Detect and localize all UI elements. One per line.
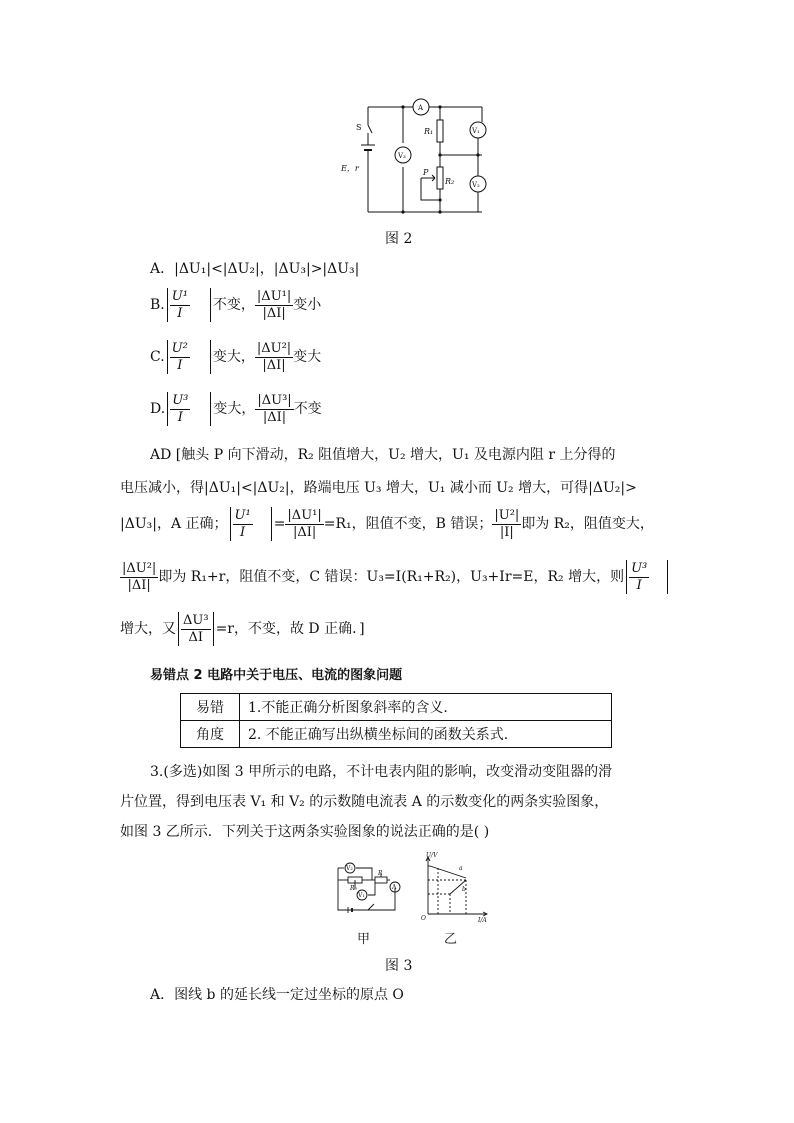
- option-c: C. $\frac{\text{U²}}{I}$ 变大， $\frac{\text{|ΔU²|}}{|\Delta I|}$ 变大: [150, 340, 322, 373]
- question3-line-1: 3.(多选)如图 3 甲所示的电路，不计电表内阻的影响，改变滑动变阻器的滑: [150, 764, 613, 780]
- v1-label: V₁: [472, 127, 480, 135]
- table-cell-row1: 1.不能正确分析图象斜率的含义.: [240, 694, 612, 721]
- p-label: P: [423, 168, 429, 177]
- question3-line-2: 片位置，得到电压表 V₁ 和 V₂ 的示数随电流表 A 的示数变化的两条实验图象，: [120, 794, 609, 810]
- answer-line-2: 电压减小，得|ΔU₁|<|ΔU₂|，路端电压 U₃ 增大，U₁ 减小而 U₂ 增大，可得|ΔU₂|>: [120, 480, 637, 496]
- fig3-x-axis-label: I/A: [478, 917, 487, 924]
- fig3-r0-label: R₀: [350, 885, 357, 892]
- fig3-a-label: A: [392, 884, 397, 891]
- ammeter-label: A: [418, 104, 424, 112]
- option-3a: A．图线 b 的延长线一定过坐标的原点 O: [150, 987, 404, 1003]
- table-head-1: 易错: [181, 694, 240, 721]
- v2-label: V₂: [472, 181, 480, 189]
- table-cell-row2: 2. 不能正确写出纵横坐标间的函数关系式.: [240, 721, 612, 748]
- figure-3-caption: 图 3: [385, 958, 413, 974]
- answer-line-3: |ΔU₃|，A 正确； $\frac{\text{U¹}}{I}$ = $\frac{\text{|ΔU¹|}}{|\Delta I|}$ =R₁，阻值不变，B 错误； $\frac{\text{|U²|}}{|I|}$ 即为 R₂，阻值变大，: [120, 507, 654, 540]
- fig3-y-axis-label: U/V: [426, 852, 438, 859]
- table-row: [181, 721, 612, 748]
- option-d: D. $\frac{\text{U³}}{I}$ 变大， $\frac{\text{|ΔU³|}}{|\Delta I|}$ 不变: [150, 392, 322, 425]
- fig3-r-label: R: [378, 870, 383, 877]
- r2-label: R₂: [445, 177, 455, 186]
- option-b: B. $\frac{\text{U¹}}{I}$ 不变， $\frac{\text{|ΔU¹|}}{|\Delta I|}$ 变小: [150, 288, 322, 321]
- answer-line-5: 增大，又 $\frac{\text{ΔU³}}{\Delta I}$ =r，不变，故 D 正确．]: [120, 612, 365, 645]
- r1-label: R₁: [424, 127, 434, 136]
- switch-label: S: [356, 123, 362, 132]
- figure-3-sub-right: 乙: [444, 932, 458, 947]
- table-head-2: 角度: [181, 721, 240, 748]
- source-label: E，r: [341, 164, 359, 173]
- fig3-line-a-label: a: [459, 865, 463, 872]
- answer-line-1: AD [触头 P 向下滑动，R₂ 阻值增大，U₂ 增大，U₁ 及电源内阻 r 上分得的: [150, 447, 616, 463]
- fig3-v2-label: V₂: [346, 865, 353, 872]
- v3-label: V₃: [398, 152, 406, 160]
- figure-2-caption: 图 2: [385, 231, 413, 247]
- fig3-v1-label: V₁: [358, 892, 365, 899]
- section-title: 易错点 2 电路中关于电压、电流的图象问题: [150, 668, 403, 683]
- figure-3-circuit: [330, 858, 405, 918]
- error-angle-table: [180, 693, 612, 748]
- question3-line-3: 如图 3 乙所示．下列关于这两条实验图象的说法正确的是( ): [120, 824, 490, 840]
- answer-line-4: $\frac{\text{|ΔU²|}}{|\Delta I|}$ 即为 R₁+r，阻值不变，C 错误：U₃=I(R₁+R₂)，U₃+Ir=E，R₂ 增大，则 $\frac{\text{U³}}{I}$: [120, 560, 670, 594]
- figure-2-circuit: [335, 95, 495, 220]
- fig3-origin-label: O: [421, 915, 426, 922]
- option-a: A．|ΔU₁|<|ΔU₂|，|ΔU₃|>|ΔU₃|: [150, 261, 360, 277]
- figure-3-graph: [418, 852, 493, 924]
- figure-3-sub-left: 甲: [357, 932, 371, 947]
- table-row: [181, 694, 612, 721]
- fig3-line-b-label: b: [462, 886, 466, 893]
